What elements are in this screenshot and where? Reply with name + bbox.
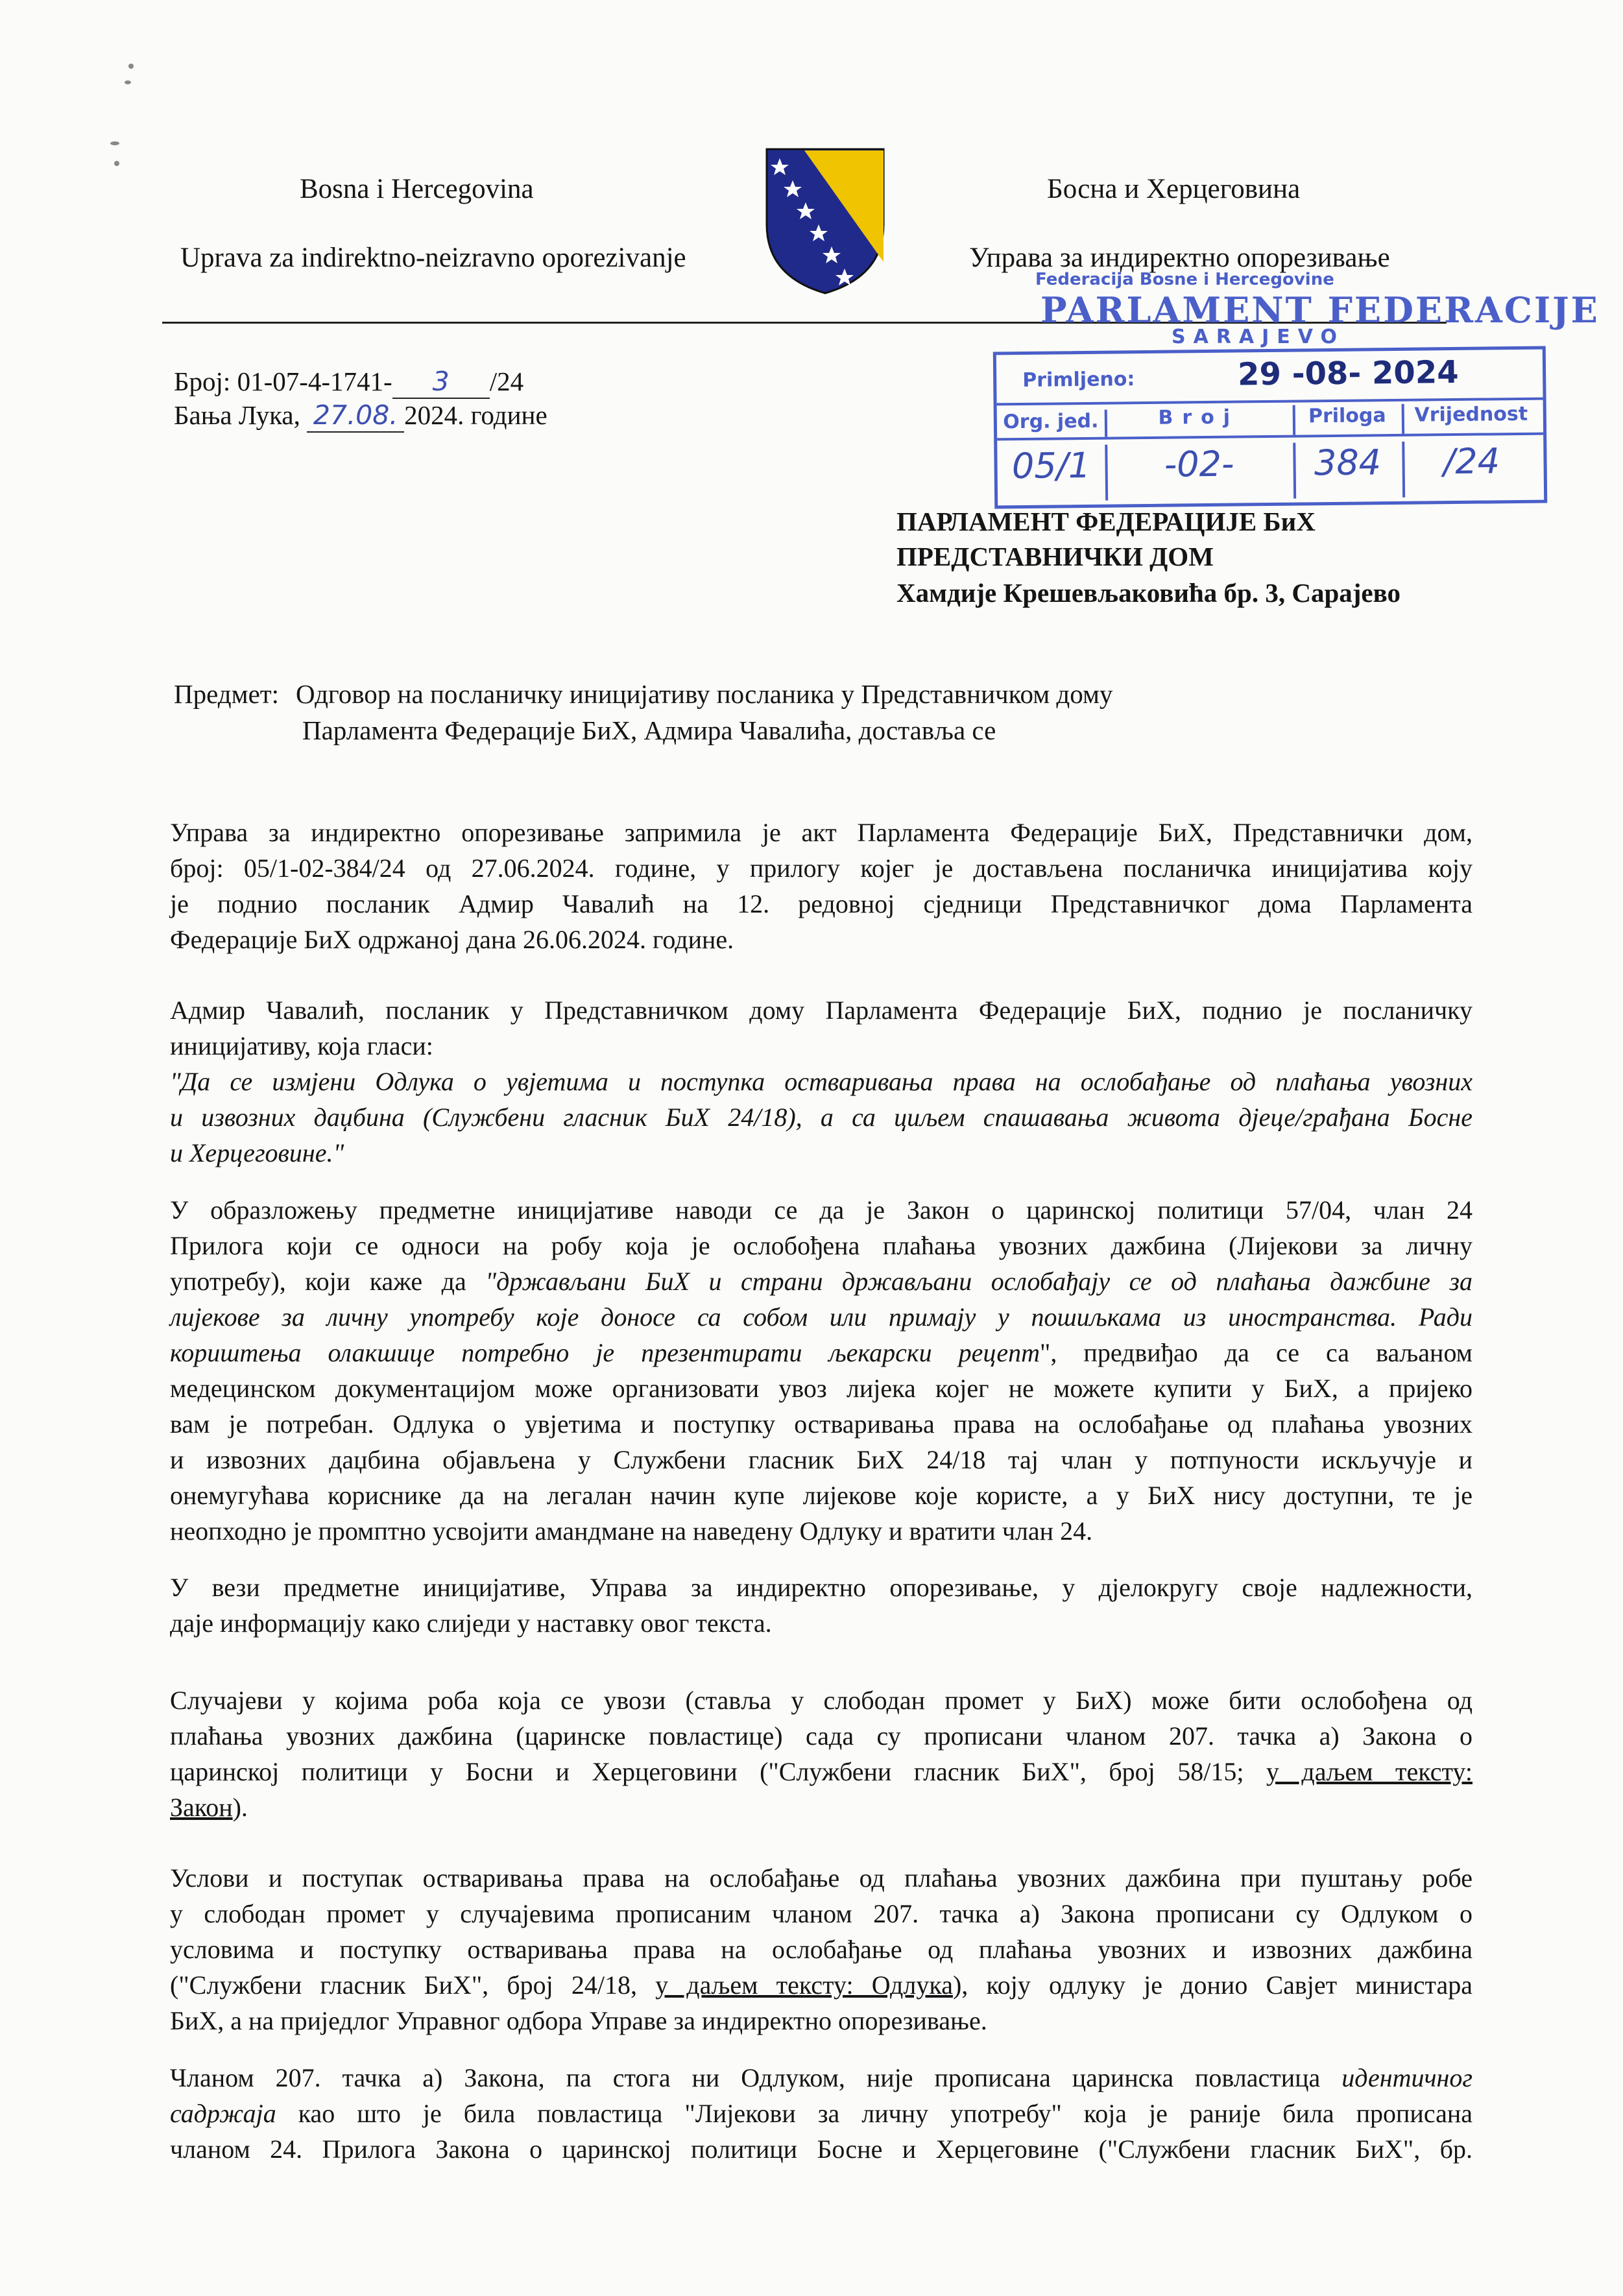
header-left-agency: Uprava za indirektno-neizravno oporezivanje bbox=[180, 243, 686, 273]
received-stamp bbox=[993, 346, 1547, 509]
stamp-col-org: Org. jed. bbox=[997, 410, 1107, 438]
handwritten-number: 3 bbox=[432, 366, 450, 397]
paragraph-4: У вези предметне иницијативе, Управа за индиректно опорезивање, у дјелокругу своје надлежности, даје информацију како слиједи у наставку овог текста. bbox=[170, 1573, 1473, 1638]
scan-speck bbox=[128, 64, 134, 69]
handwritten-date: 27.08. bbox=[313, 400, 398, 431]
recipient-line2: ПРЕДСТАВНИЧКИ ДОМ bbox=[896, 542, 1214, 571]
recipient-line3: Хамдије Крешевљаковића бр. 3, Сарајево bbox=[896, 578, 1401, 608]
scan-speck bbox=[125, 80, 131, 84]
stamp-val-org: 05/1 bbox=[997, 445, 1108, 502]
stamp-top-line: Federacija Bosne i Hercegovine bbox=[1035, 270, 1334, 289]
header-right-agency: Управа за индиректно опорезивање bbox=[969, 243, 1390, 273]
reference-number: Број: 01-07-4-1741- 3 /24 bbox=[174, 366, 523, 399]
paragraph-1: Управа за индиректно опорезивање запримила је акт Парламента Федерације БиХ, Представнички дом, број: 05/1-02-384/24 од 27.06.2024. године, у прилогу којег је достављена посланичка иницијатива коју је поднио посланик Адмир Чавалић на 12. редовној сједници Представничког дома Парламента Федерације БиХ одржаној дана 26.06.2024. године. bbox=[170, 818, 1473, 954]
scan-speck bbox=[114, 161, 119, 166]
reference-place-date: Бања Лука, 27.08. 2024. године bbox=[174, 400, 547, 433]
stamp-val-priloga: 384 bbox=[1293, 442, 1405, 499]
stamp-val-broj: -02- bbox=[1105, 443, 1296, 501]
paragraph-3: У образложењу предметне иницијативе наводи се да је Закон о царинској политици 57/04, члан 24 Прилога који се односи на робу која је ослобођена плаћања увозних дажбина (Лијекови за личну употребу), који каже да "држављани БиХ и страни држављани ослобађају се од плаћања дажбине за лијекове за личну употребу које доносе са собом или примају у пошиљкама из иностранства. Ради кориштења олакшице потребно је презентирати љекарски рецепт", предвиђао да се са ваљаном медецинском документацијом може организовати увоз лијека којег не можете купити у БиХ, а пријеко вам је потребан. Одлука о увјетима и поступку остваривања права на ослобађање од плаћања увозних и извозних даџбина објављена у Службени гласник БиХ 24/18 тај члан у потпуности искључује и онемугућава кориснике да на легалан начин купе лијекове које користе, а у БиХ нису доступни, те је неопходно је промптно усвојити амандмане на наведену Одлуку и вратити члан 24. bbox=[170, 1195, 1473, 1546]
subject-label: Предмет: bbox=[174, 679, 280, 709]
stamp-val-vrijednost: /24 bbox=[1443, 440, 1500, 483]
header-right-country: Босна и Херцеговина bbox=[1047, 174, 1301, 204]
header-left-country: Bosna i Hercegovina bbox=[300, 174, 534, 204]
paragraph-7: Чланом 207. тачка а) Закона, па стога ни Одлуком, није прописана царинска повластица идентичног садржаја као што је била повластица "Лијекови за личну употребу" која је раније била прописана чланом 24. Прилога Закона о царинској политици Босне и Херцеговине ("Службени гласник БиХ", бр. bbox=[170, 2063, 1473, 2164]
stamp-received-label: Primljeno: bbox=[1022, 368, 1135, 392]
stamp-col-priloga: Priloga bbox=[1293, 404, 1404, 435]
subject-line1: Одговор на посланичку иницијативу посланика у Представничком дому bbox=[296, 679, 1113, 709]
coat-of-arms-icon bbox=[764, 147, 886, 296]
paragraph-6: Услови и поступак остваривања права на ослобађање од плаћања увозних дажбина при пуштању робе у слободан промет у случајевима прописаним чланом 207. тачка а) Закона прописани су Одлуком о условима и поступку остваривања права на ослобађање од плаћања увозних и извозних дажбина ("Службени гласник БиХ", број 24/18, у даљем тексту: Одлука), коју одлуку је донио Савјет министара БиХ, а на приједлог Управног одбора Управе за индиректно опорезивање. bbox=[170, 1863, 1473, 2035]
stamp-col-broj: Broj bbox=[1105, 405, 1295, 437]
subject-line2: Парламента Федерације БиХ, Адмира Чавалића, доставља се bbox=[302, 715, 996, 745]
recipient-line1: ПАРЛАМЕНТ ФЕДЕРАЦИЈЕ БиХ bbox=[896, 507, 1316, 536]
paragraph-5: Случајеви у којима роба која се увози (ставља у слободан промет у БиХ) може бити ослобођена од плаћања увозних дажбина (царинске повластице) сада су прописани чланом 207. тачка а) Закона о царинској политици у Босни и Херцеговини ("Службени гласник БиХ", број 58/15; у даљем тексту: Закон). bbox=[170, 1686, 1473, 1822]
stamp-received-date: 29 -08- 2024 bbox=[1237, 353, 1459, 393]
stamp-city: SARAJEVO bbox=[1172, 326, 1345, 348]
paragraph-2: Адмир Чавалић, посланик у Представничком дому Парламента Федерације БиХ, поднио је посланичку иницијативу, која гласи: "Да се измјени Одлука о увјетима и поступка остваривања права на ослобађање од плаћања увозних и извозних даџбина (Службени гласник БиХ 24/18), а са циљем спашавања живота дјеце/грађана Босне и Херцеговине." bbox=[170, 996, 1473, 1167]
stamp-title: PARLAMENT FEDERACIJE bbox=[1040, 289, 1600, 331]
scan-speck bbox=[110, 141, 119, 145]
stamp-col-vrijednost: Vrijednost bbox=[1414, 402, 1528, 427]
